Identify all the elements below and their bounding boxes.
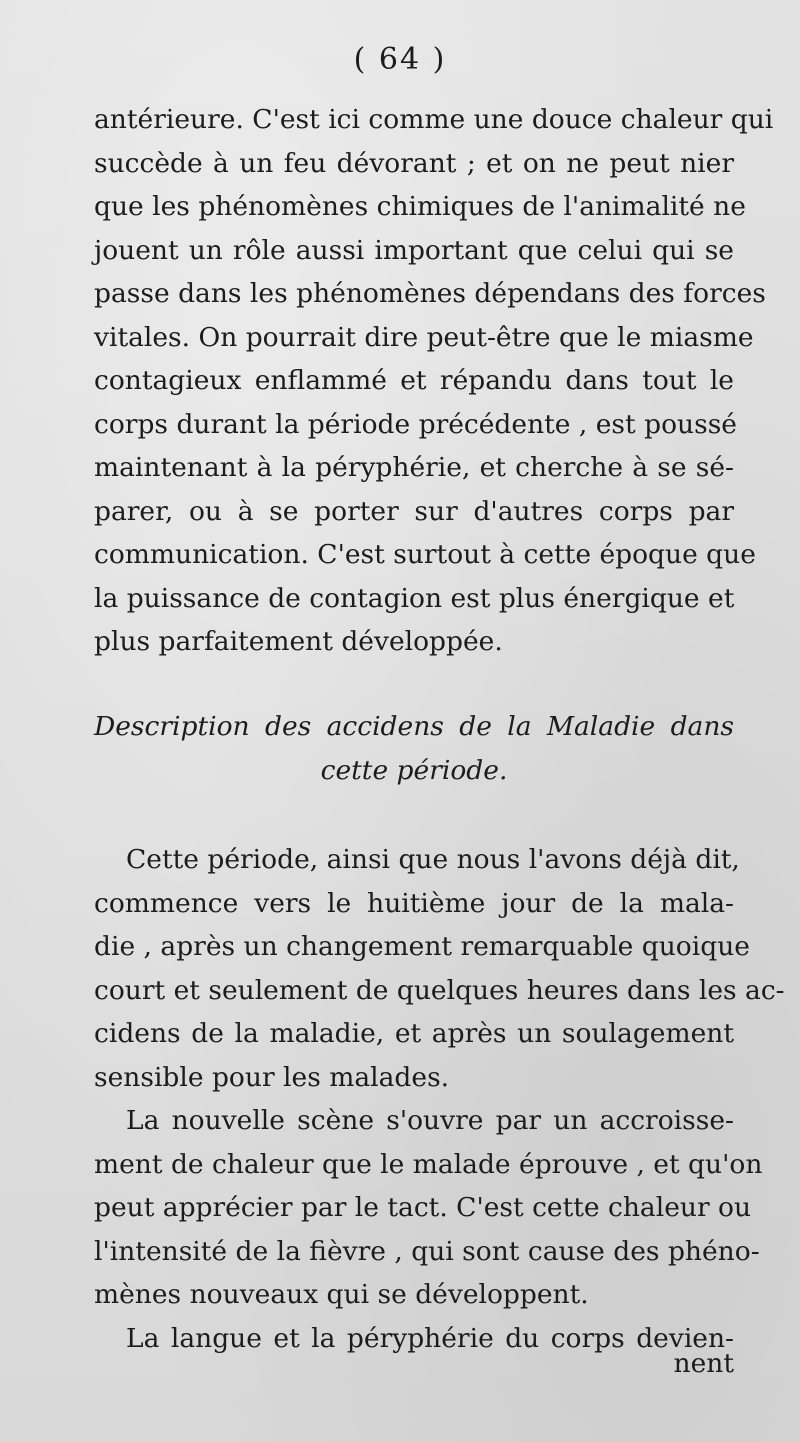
text-line: maintenant à la péryphérie, et cherche à se sé- [94, 452, 734, 483]
text-line: ment de chaleur que le malade éprouve , et qu'on [94, 1148, 763, 1180]
heading-line: cette période. [320, 754, 508, 786]
text-line: communication. C'est surtout à cette époque que [94, 539, 756, 570]
text-line: cidens de la maladie, et après un soulagement [94, 1018, 734, 1049]
text-line: plus parfaitement développée. [94, 626, 503, 657]
text-line: court et seulement de quelques heures dans les ac- [94, 974, 785, 1006]
text-line: passe dans les phénomènes dépendans des forces [94, 278, 766, 309]
text-line: la puissance de contagion est plus énergique et [94, 582, 735, 614]
text-line: sensible pour les malades. [94, 1061, 450, 1093]
text-line: La nouvelle scène s'ouvre par un accroisse- [126, 1105, 734, 1136]
text-line: die , après un changement remarquable quoique [94, 931, 750, 962]
text-line: commence vers le huitième jour de la mala- [94, 887, 734, 919]
heading-line: Description des accidens de la Maladie dans [94, 711, 734, 742]
section-heading [94, 704, 734, 791]
page-number: ( 64 ) [353, 42, 447, 77]
text-line: jouent un rôle aussi important que celui qui se [94, 234, 734, 266]
text-line: contagieux enflammé et répandu dans tout le [94, 365, 734, 396]
text-line: Cette période, ainsi que nous l'avons déjà dit, [126, 844, 740, 875]
text-line: mènes nouveaux qui se développent. [94, 1279, 589, 1310]
text-line: peut apprécier par le tact. C'est cette chaleur ou [94, 1192, 752, 1223]
text-line: antérieure. C'est ici comme une douce chaleur qui [94, 104, 774, 135]
catchword: nent [673, 1348, 734, 1379]
text-line: vitales. On pourrait dire peut-être que le miasme [94, 321, 754, 353]
text-line: que les phénomènes chimiques de l'animalité ne [94, 191, 746, 222]
text-line: succède à un feu dévorant ; et on ne peut nier [94, 147, 734, 179]
text-line: corps durant la période précédente , est poussé [94, 408, 737, 440]
text-line: parer, ou à se porter sur d'autres corps par [94, 495, 734, 527]
paragraph-1 [94, 98, 774, 664]
section-body [94, 838, 785, 1360]
text-line: La langue et la péryphérie du corps devien- [126, 1322, 734, 1354]
text-line: l'intensité de la fièvre , qui sont cause des phéno- [94, 1235, 760, 1267]
